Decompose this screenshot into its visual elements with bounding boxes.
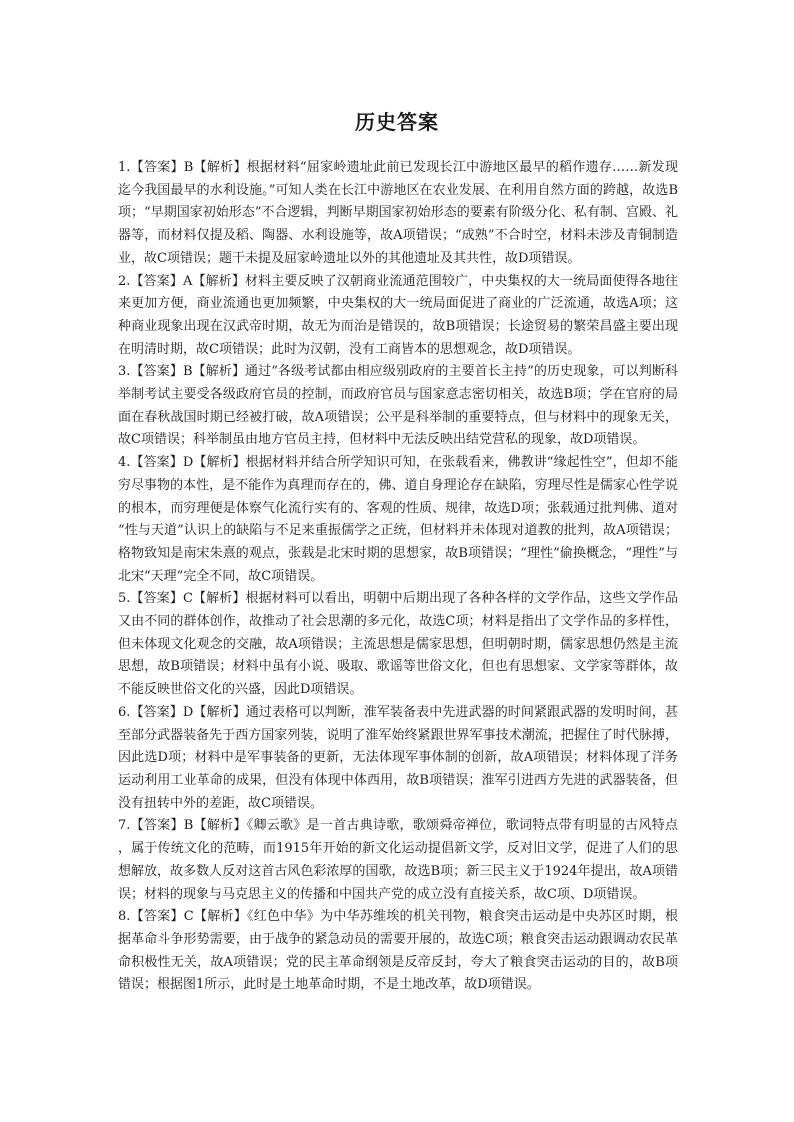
answer-item-4: 4.【答案】D【解析】根据材料并结合所学知识可知，在张载看来，佛教讲“缘起性空”，但却不能穷尽事物的本性，是不能作为真理而存在的，佛、道自身理论存在缺陷，穷理尽性是儒家心性学说的根本，而穷理便是体察气化流行实有的、客观的性质、规律，故选D项；张载通过批判佛、道对“性与天道”认识上的缺陷与不足来重振儒学之正统，但材料并未体现对道教的批判，故A项错误；格物致知是南宋朱熹的观点，张载是北宋时期的思想家，故B项错误；“理性”偷换概念，“理性”与北宋“天理”完全不同，故C项错误。: [118, 455, 678, 584]
answer-item-1: 1.【答案】B【解析】根据材料“屈家岭遗址此前已发现长江中游地区最早的稻作遗存……新发现迄今我国最早的水利设施。”可知人类在长江中游地区在农业发展、在利用自然方面的跨越，故选B项；“早期国家初始形态”不合逻辑，判断早期国家初始形态的要素有阶级分化、私有制、宫殿、礼器等，而材料仅提及稻、陶器、水利设施等，故A项错误；“成熟”不合时空，材料未涉及青铜制造业，故C项错误；题干未提及屈家岭遗址以外的其他遗址及其共性，故D项错误。: [118, 160, 678, 266]
answer-item-7: 7.【答案】B【解析】《卿云歌》是一首古典诗歌，歌颂舜帝禅位，歌词特点带有明显的古风特点，属于传统文化的范畴，而1915年开始的新文化运动提倡新文学，反对旧文学，促进了人们的思想解放，故多数人反对这首古风色彩浓厚的国歌，故选B项；新三民主义于1924年提出，故A项错误；材料的现象与马克思主义的传播和中国共产党的成立没有直接关系，故C项、D项错误。: [118, 818, 678, 902]
answer-item-2: 2.【答案】A【解析】材料主要反映了汉朝商业流通范围较广，中央集权的大一统局面使得各地往来更加方便，商业流通也更加频繁，中央集权的大一统局面促进了商业的广泛流通，故选A项；这种商业现象出现在汉武帝时期，故无为而治是错误的，故B项错误；长途贸易的繁荣昌盛主要出现在明清时期，故C项错误；此时为汉朝，没有工商皆本的思想观念，故D项错误。: [118, 273, 678, 357]
answer-list: [118, 157, 678, 997]
answer-item-3: 3.【答案】B【解析】通过“各级考试都由相应级别政府的主要首长主持”的历史现象，可以判断科举制考试主要受各级政府官员的控制，而政府官员与国家意志密切相关，故选B项；学在官府的局面在春秋战国时期已经被打破，故A项错误；公平是科举制的重要特点，但与材料中的现象无关，故C项错误；科举制虽由地方官员主持，但材料中无法反映出结党营私的现象，故D项错误。: [118, 364, 678, 448]
answer-item-6: 6.【答案】D【解析】通过表格可以判断，淮军装备表中先进武器的时间紧跟武器的发明时间，甚至部分武器装备先于西方国家列装，说明了淮军始终紧跟世界军事技术潮流，把握住了时代脉搏，因此选D项；材料中是军事装备的更新，无法体现军事体制的创新，故A项错误；材料体现了洋务运动利用工业革命的成果，但没有体现中体西用，故B项错误；淮军引进西方先进的武器装备，但没有扭转中外的差距，故C项错误。: [118, 704, 678, 811]
page-title: 历史答案: [355, 110, 439, 134]
answer-item-8: 8.【答案】C【解析】《红色中华》为中华苏维埃的机关刊物，粮食突击运动是中央苏区时期，根据革命斗争形势需要，由于战争的紧急动员的需要开展的，故选C项；粮食突击运动跟调动农民革命积极性无关，故A项错误；党的民主革命纲领是反帝反封，夸大了粮食突击运动的目的，故B项错误；根据图1所示，此时是土地革命时期，不是土地改革，故D项错误。: [118, 909, 678, 993]
answer-item-5: 5.【答案】C【解析】根据材料可以看出，明朝中后期出现了各种各样的文学作品，这些文学作品又由不同的群体创作，故推动了社会思潮的多元化，故选C项；材料是指出了文学作品的多样性，但未体现文化观念的交融，故A项错误；主流思想是儒家思想，但明朝时期，儒家思想仍然是主流思想，故B项错误；材料中虽有小说、吸取、歌谣等世俗文化，但也有思想家、文学家等群体，故不能反映世俗文化的兴盛，因此D项错误。: [118, 591, 678, 698]
